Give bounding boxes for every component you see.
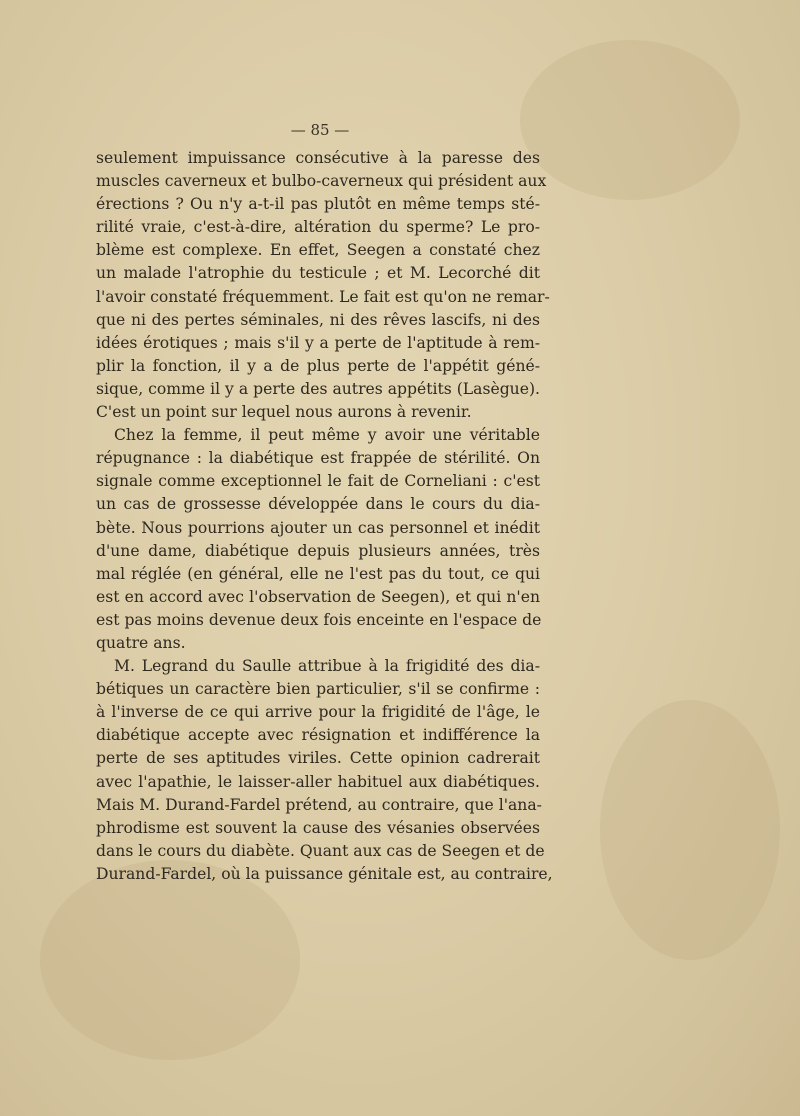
text-line: est pas moins devenue deux fois enceinte en l'espace de <box>96 610 542 629</box>
text-line: érections ? Ou n'y a-t-il pas plutôt en même temps sté- <box>96 195 540 214</box>
text-line: C'est un point sur lequel nous aurons à revenir. <box>96 403 472 422</box>
body-text <box>96 147 553 886</box>
text-line: sique, comme il y a perte des autres appétits (Lasègue). <box>96 379 540 398</box>
text-line: diabétique accepte avec résignation et indifférence la <box>96 726 540 745</box>
text-line: avec l'apathie, le laisser-aller habituel aux diabétiques. <box>96 772 540 791</box>
page-number: — 85 — <box>290 121 350 139</box>
text-line: M. Legrand du Saulle attribue à la frigidité des dia- <box>114 657 540 676</box>
text-line: bétiques un caractère bien particulier, s'il se confirme : <box>96 680 540 699</box>
text-line: répugnance : la diabétique est frappée de stérilité. On <box>96 449 540 468</box>
text-line: bète. Nous pourrions ajouter un cas personnel et inédit <box>96 518 540 537</box>
text-line: quatre ans. <box>96 633 186 652</box>
text-line: un malade l'atrophie du testicule ; et M. Lecorché dit <box>96 264 540 283</box>
text-line: mal réglée (en général, elle ne l'est pas du tout, ce qui <box>96 564 540 583</box>
text-line: Durand-Fardel, où la puissance génitale est, au contraire, <box>96 864 553 883</box>
text-line: idées érotiques ; mais s'il y a perte de l'aptitude à rem- <box>96 333 540 352</box>
text-line: Mais M. Durand-Fardel prétend, au contraire, que l'ana- <box>96 795 542 814</box>
text-line: l'avoir constaté fréquemment. Le fait est qu'on ne remar- <box>96 287 550 306</box>
paper-stain <box>520 40 740 200</box>
text-line: perte de ses aptitudes viriles. Cette opinion cadrerait <box>96 749 540 768</box>
text-line: que ni des pertes séminales, ni des rêves lascifs, ni des <box>96 310 540 329</box>
text-line: dans le cours du diabète. Quant aux cas de Seegen et de <box>96 841 545 860</box>
text-line: muscles caverneux et bulbo-caverneux qui président aux <box>96 172 547 191</box>
paper-stain <box>600 700 780 960</box>
text-line: rilité vraie, c'est-à-dire, altération du sperme? Le pro- <box>96 218 540 237</box>
text-line: à l'inverse de ce qui arrive pour la frigidité de l'âge, le <box>96 703 540 722</box>
text-line: plir la fonction, il y a de plus perte de l'appétit géné- <box>96 356 540 375</box>
text-line: phrodisme est souvent la cause des vésanies observées <box>96 818 540 837</box>
paper-stain <box>40 860 300 1060</box>
text-line: est en accord avec l'observation de Seegen), et qui n'en <box>96 587 540 606</box>
text-line: Chez la femme, il peut même y avoir une véritable <box>114 426 540 445</box>
text-line: signale comme exceptionnel le fait de Corneliani : c'est <box>96 472 540 491</box>
text-line: blème est complexe. En effet, Seegen a constaté chez <box>96 241 540 260</box>
text-line: un cas de grossesse développée dans le cours du dia- <box>96 495 540 514</box>
text-line: d'une dame, diabétique depuis plusieurs années, très <box>96 541 540 560</box>
text-line: seulement impuissance consécutive à la paresse des <box>96 149 540 167</box>
